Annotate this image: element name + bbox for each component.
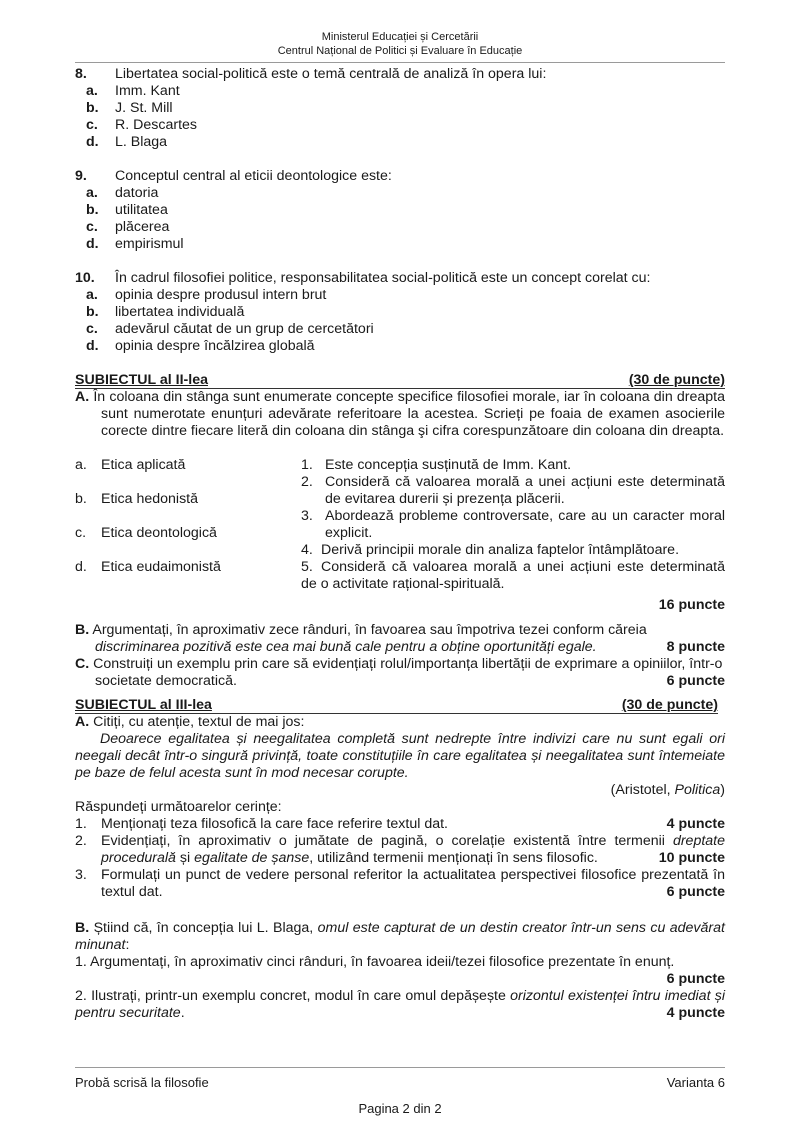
option-text: opinia despre produsul intern brut [115, 287, 327, 303]
left-item-text: Etica deontologică [101, 525, 217, 541]
option [75, 321, 725, 338]
question-10 [75, 270, 725, 355]
left-item-text: Etica eudaimonistă [101, 559, 221, 575]
requirements-intro: Răspundeți următoarelor cerințe: [75, 799, 282, 815]
requirement-points: 4 puncte [666, 1005, 725, 1021]
subject-2 [75, 372, 725, 690]
section-label: C. [75, 656, 90, 672]
matching-exercise [75, 457, 725, 592]
right-item-number: 5. [301, 559, 313, 575]
option [75, 185, 725, 202]
option [75, 117, 725, 134]
left-item [75, 525, 217, 542]
source-author: (Aristotel, [610, 782, 675, 798]
footer-exam-title: Probă scrisă la filosofie [75, 1075, 209, 1090]
requirement-number: 2. [75, 833, 87, 849]
requirement-text: . [180, 1005, 185, 1021]
option-text: empirismul [115, 236, 184, 252]
subject-2-a-instructions [75, 389, 725, 440]
option [75, 134, 725, 151]
requirement-points: 10 puncte [658, 850, 725, 866]
subject-3-b-intro [75, 920, 725, 954]
option-letter: a. [86, 287, 98, 303]
option [75, 338, 725, 355]
option-letter: b. [86, 304, 99, 320]
requirement-points: 6 puncte [666, 971, 725, 987]
option-text: opinia despre încălzirea globală [115, 338, 315, 354]
subject-2-a-points: 16 puncte [658, 597, 725, 613]
requirement-text: Ilustrați, printr-un exemplu concret, modul în care omul depășește [91, 988, 511, 1004]
requirement-text: Menționați teza filosofică la care face referire textul dat. [101, 816, 448, 832]
requirement-text: Argumentați, în aproximativ cinci rânduri, în favoarea ideii/tezei filosofice prezentate în enunț. [90, 954, 675, 970]
section-text: Citiți, cu atenție, textul de mai jos: [93, 714, 305, 730]
option [75, 304, 725, 321]
header-center: Centrul Național de Politici și Evaluare în Educație [277, 45, 523, 57]
question-text: Libertatea social-politică este o temă centrală de analiză în opera lui: [115, 66, 547, 82]
right-item-text: Consideră că valoarea morală a unei acțiuni este determinată de o activitate rațional-spirituală. [301, 559, 725, 592]
subject-2-title: SUBIECTUL al II-lea [75, 372, 208, 388]
right-item-text: Este concepția susținută de Imm. Kant. [325, 457, 572, 473]
option-text: datoria [115, 185, 159, 201]
question-number: 8. [75, 66, 87, 82]
requirement-number: 1. [75, 816, 87, 832]
option-text: utilitatea [115, 202, 168, 218]
option-text: adevărul căutat de un grup de cercetători [115, 321, 374, 337]
option-text: J. St. Mill [115, 100, 173, 116]
subject-2-b-continued [75, 639, 725, 656]
right-item-number: 1. [301, 457, 313, 473]
left-item-letter: a. [75, 457, 87, 473]
requirement-number: 1. [75, 954, 87, 970]
subject-3-a-intro [75, 714, 725, 731]
aristotle-quote: Deoarece egalitatea și neegalitatea completă sunt nedrepte între indivizi care nu sunt egali ori neegali decât într-o singură privință, toate constituțiile în care egalitatea și neegalitatea sunt întemeiate pe baze de felul acesta sunt în mod necesar corupte. [75, 731, 725, 781]
right-item-text: Abordează probleme controversate, care au un caracter moral explicit. [325, 508, 725, 541]
option-letter: d. [86, 236, 99, 252]
option-letter: d. [86, 338, 99, 354]
section-text-italic: discriminarea pozitivă este cea mai bună cale pentru a obține oportunități egale. [95, 639, 597, 655]
option-letter: c. [86, 219, 98, 235]
option-letter: b. [86, 202, 99, 218]
question-number: 10. [75, 270, 95, 286]
term-egalitate-de-sanse: egalitate de șanse [194, 850, 310, 866]
subject-3 [75, 697, 725, 1022]
footer-variant: Varianta 6 [666, 1075, 725, 1090]
section-text: : [125, 937, 130, 953]
subject-2-title-bar [75, 372, 725, 389]
section-label: B. [75, 622, 90, 638]
left-item-text: Etica hedonistă [101, 491, 199, 507]
subject-3-points: (30 de puncte) [621, 697, 718, 713]
option [75, 219, 725, 236]
right-item [301, 508, 725, 542]
page-header [75, 30, 725, 63]
requirement-text: , utilizând termenii menționați în sens filosofic. [309, 850, 598, 866]
option-text: Imm. Kant [115, 83, 180, 99]
page-content [75, 66, 725, 1022]
header-ministry: Ministerul Educației și Cercetării [321, 31, 479, 43]
option-text: L. Blaga [115, 134, 168, 150]
requirement-text: Evidențiați, în aproximativ o jumătate de pagină, o corelație existentă între termenii [101, 833, 673, 849]
subject-3-b-item-1 [75, 954, 725, 971]
option-letter: b. [86, 100, 99, 116]
page-footer [75, 1067, 725, 1091]
option [75, 202, 725, 219]
left-item-letter: d. [75, 559, 87, 575]
subject-2-b [75, 622, 725, 639]
requirement-points: 4 puncte [666, 816, 725, 832]
requirement-number: 2. [75, 988, 87, 1004]
option-letter: a. [86, 83, 98, 99]
section-text: Construiți un exemplu prin care să evidențiați rolul/importanța libertății de exprimare a opiniilor, într-o societate democratică. [93, 656, 723, 689]
question-text: În cadrul filosofiei politice, responsabilitatea social-politică este un concept corelat cu: [115, 270, 651, 286]
requirement-text: și [175, 850, 195, 866]
section-label: A. [75, 714, 90, 730]
question-9 [75, 168, 725, 253]
option [75, 83, 725, 100]
section-label: A. [75, 389, 90, 405]
right-item-text: Consideră că valoarea morală a unei acțiuni este determinată de evitarea durerii și prezența plăcerii. [325, 474, 725, 507]
right-item-text: Derivă principii morale din analiza faptelor întâmplătoare. [321, 542, 680, 558]
right-item [301, 457, 725, 474]
left-item-letter: b. [75, 491, 87, 507]
right-item [301, 559, 725, 593]
left-item [75, 491, 198, 508]
section-text: Argumentați, în aproximativ zece rânduri, în favoarea sau împotriva tezei conform căreia [92, 622, 647, 638]
source-work: Politica [674, 782, 721, 798]
right-column [301, 457, 725, 593]
option [75, 236, 725, 253]
section-label: B. [75, 920, 90, 936]
subject-3-title-bar [75, 697, 718, 714]
page-number: Pagina 2 din 2 [358, 1101, 442, 1116]
subject-3-title: SUBIECTUL al III-lea [75, 697, 212, 713]
option-letter: a. [86, 185, 98, 201]
section-text: În coloana din stânga sunt enumerate concepte specifice filosofiei morale, iar în coloana din dreapta sunt numerotate enunțuri adevărate referitoare la acestea. Scrieți pe foaia de examen asocierile corecte dintre fiecare literă din coloana din stânga şi cifra corespunzătoare din coloana din dreapta. [93, 389, 725, 439]
requirement-number: 3. [75, 867, 87, 883]
option-text: plăcerea [115, 219, 170, 235]
subject-2-c-points: 6 puncte [666, 673, 725, 689]
term-dreptate-procedurala: dreptate procedurală [101, 833, 725, 866]
option-letter: d. [86, 134, 99, 150]
question-number: 9. [75, 168, 87, 184]
option [75, 287, 725, 304]
subject-2-b-points: 8 puncte [666, 639, 725, 655]
left-item [75, 457, 185, 474]
option-letter: c. [86, 117, 98, 133]
question-8 [75, 66, 725, 151]
option-letter: c. [86, 321, 98, 337]
right-item [301, 474, 725, 508]
quote-source [75, 782, 725, 799]
right-item-number: 4. [301, 542, 313, 558]
requirement-1 [75, 816, 725, 833]
source-end: ) [720, 782, 725, 798]
left-item-text: Etica aplicată [101, 457, 186, 473]
subject-2-points: (30 de puncte) [628, 372, 725, 388]
left-item-letter: c. [75, 525, 87, 541]
requirement-text: Formulați un punct de vedere personal referitor la actualitatea perspectivei filosofice prezentată în textul dat. [101, 867, 725, 900]
existence-horizon: orizontul existenței întru imediat și pentru securitate [75, 988, 725, 1021]
right-item-number: 2. [301, 474, 313, 490]
right-item [301, 542, 725, 559]
blaga-thesis: omul este capturat de un destin creator într-un sens cu adevărat minunat [75, 920, 725, 953]
right-item-number: 3. [301, 508, 313, 524]
question-text: Conceptul central al eticii deontologice este: [115, 168, 392, 184]
option-text: libertatea individuală [115, 304, 245, 320]
left-item [75, 559, 221, 576]
option-text: R. Descartes [115, 117, 197, 133]
requirement-points: 6 puncte [666, 884, 725, 900]
option [75, 100, 725, 117]
section-text: Știind că, în concepția lui L. Blaga, [89, 920, 318, 936]
